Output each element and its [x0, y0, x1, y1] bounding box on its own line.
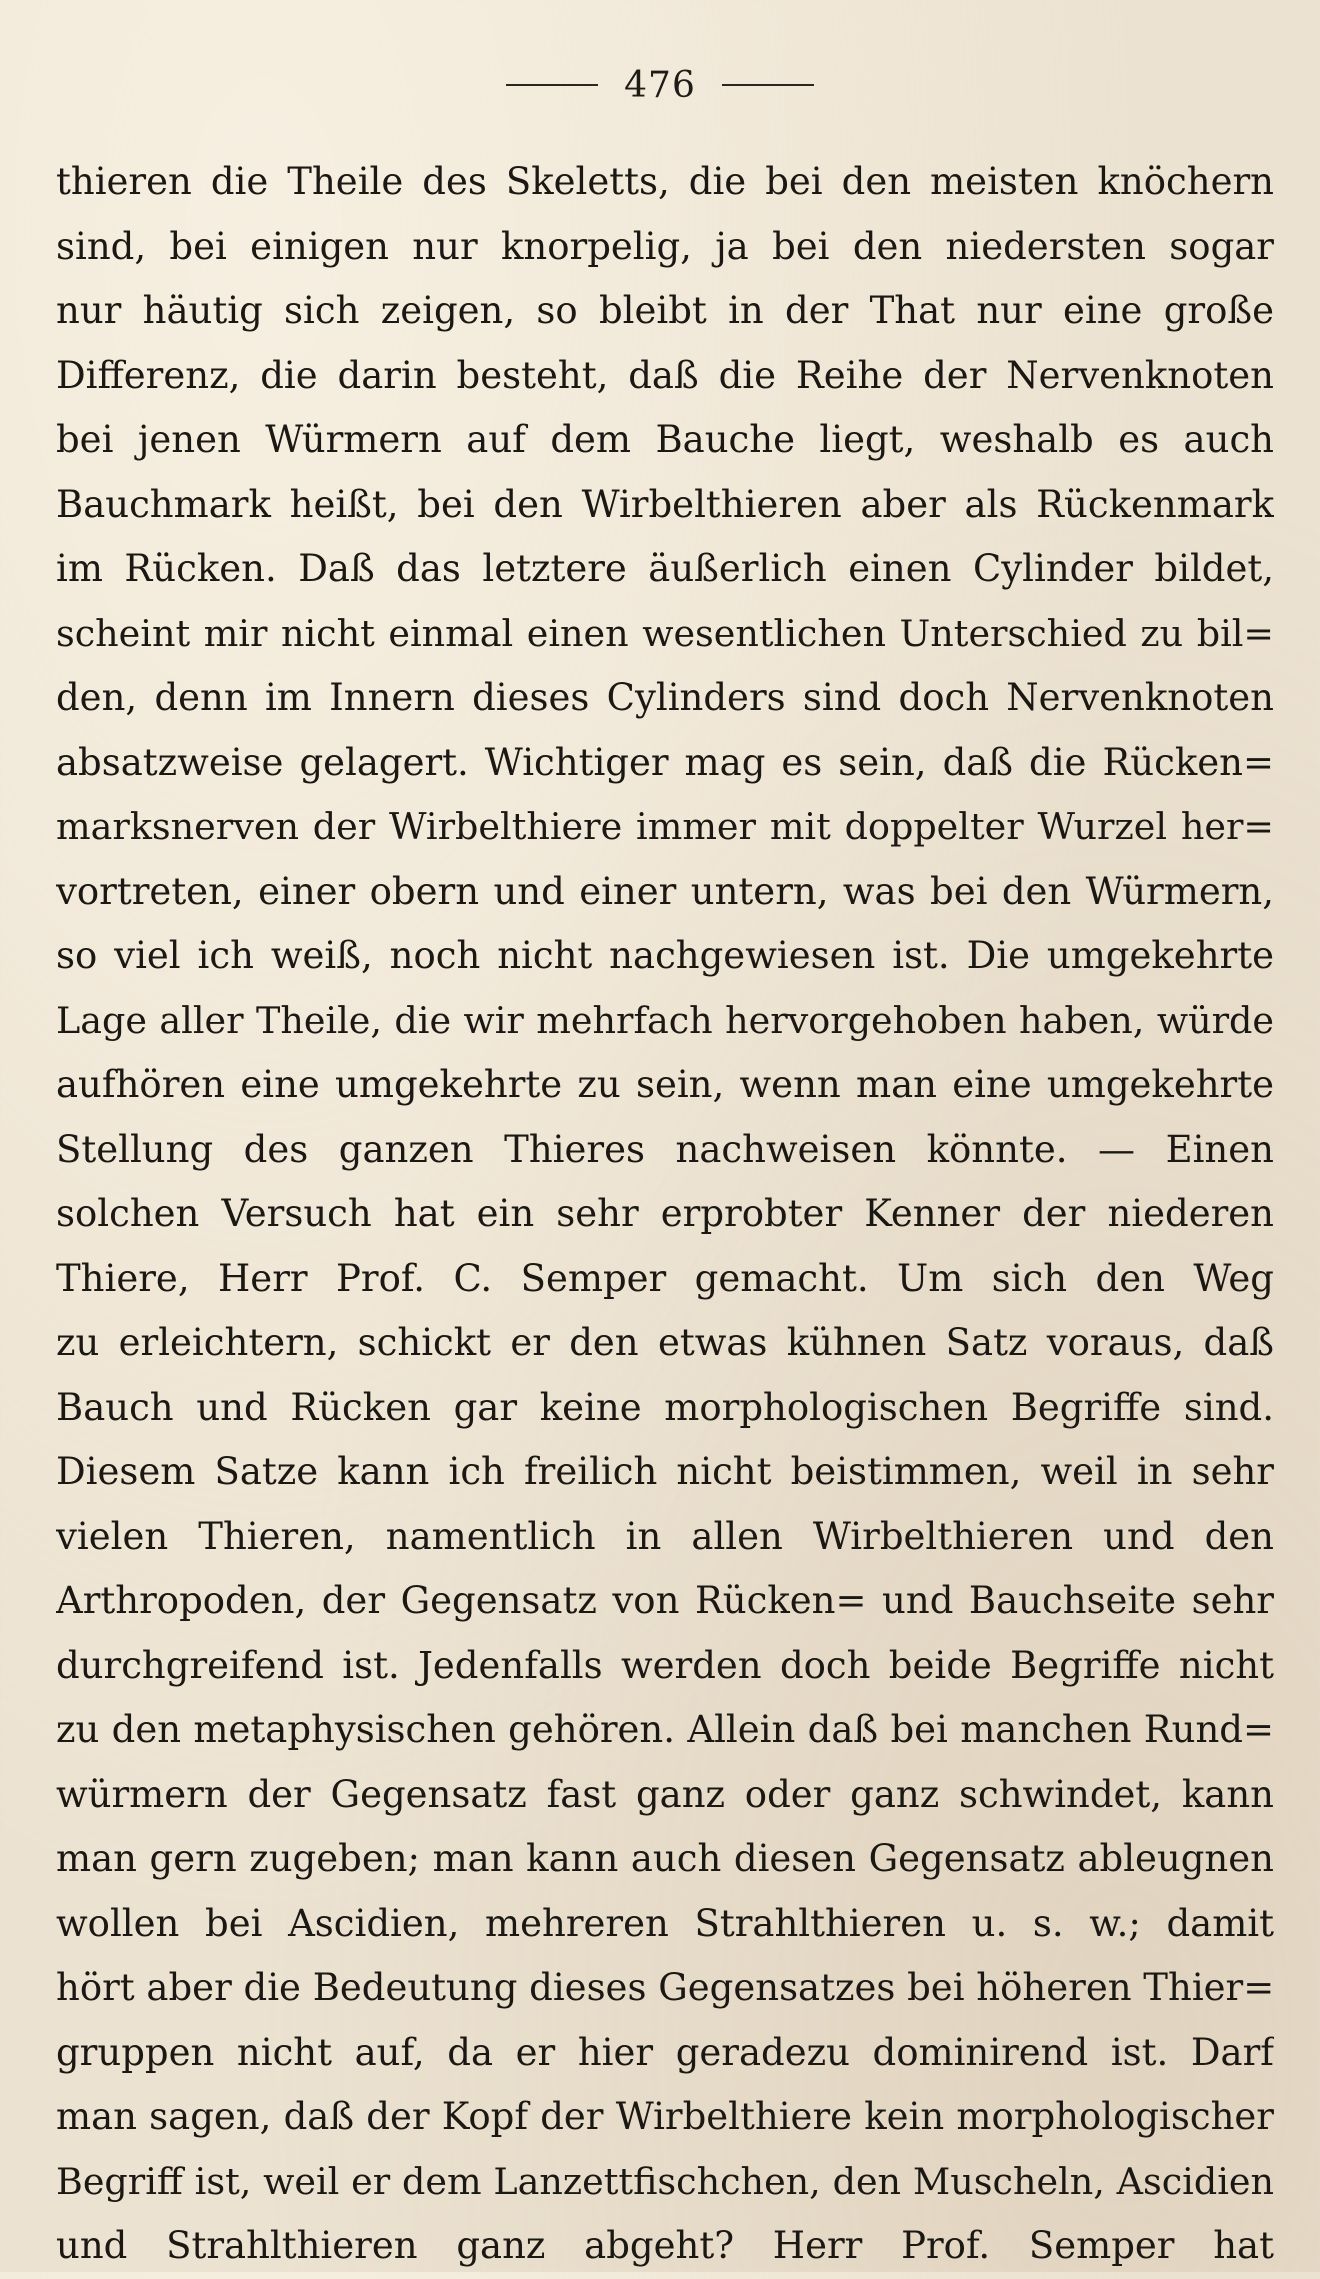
- text-line: zu den metaphysischen gehören. Allein daß bei manchen Rund=: [56, 1708, 1274, 1751]
- text-line: vortreten, einer obern und einer untern, was bei den Würmern,: [56, 869, 1274, 913]
- text-line: man sagen, daß der Kopf der Wirbelthiere kein morphologischer: [56, 2095, 1274, 2138]
- text-line: nur häutig sich zeigen, so bleibt in der That nur eine große: [56, 289, 1274, 332]
- text-line: vielen Thieren, namentlich in allen Wirbelthieren und den: [56, 1514, 1274, 1558]
- text-line: Diesem Satze kann ich freilich nicht beistimmen, weil in sehr: [56, 1450, 1274, 1493]
- text-line: scheint mir nicht einmal einen wesentlichen Unterschied zu bil=: [56, 611, 1274, 655]
- text-line: Arthropoden, der Gegensatz von Rücken= und Bauchseite sehr: [56, 1579, 1274, 1622]
- text-line: Stellung des ganzen Thieres nachweisen könnte. — Einen: [56, 1127, 1274, 1171]
- text-line: man gern zugeben; man kann auch diesen Gegensatz ableugnen: [56, 1837, 1274, 1880]
- text-line: den, denn im Innern dieses Cylinders sind doch Nervenknoten: [56, 676, 1274, 719]
- body-text: [56, 150, 1274, 2279]
- text-line: wollen bei Ascidien, mehreren Strahlthieren u. s. w.; damit: [56, 1901, 1274, 1945]
- text-line: zu erleichtern, schickt er den etwas kühnen Satz voraus, daß: [56, 1321, 1274, 1364]
- header-rule-right: [722, 84, 814, 86]
- text-line: marksnerven der Wirbelthiere immer mit doppelter Wurzel her=: [56, 805, 1274, 848]
- text-line: bei jenen Würmern auf dem Bauche liegt, weshalb es auch: [56, 418, 1274, 461]
- text-line: Lage aller Theile, die wir mehrfach hervorgehoben haben, würde: [56, 998, 1274, 1042]
- text-line: solchen Versuch hat ein sehr erprobter Kenner der niederen: [56, 1192, 1274, 1235]
- text-line: sind, bei einigen nur knorpelig, ja bei den niedersten sogar: [56, 224, 1274, 268]
- text-line: Differenz, die darin besteht, daß die Reihe der Nervenknoten: [56, 353, 1274, 397]
- text-line: im Rücken. Daß das letztere äußerlich einen Cylinder bildet,: [56, 547, 1274, 590]
- text-line: Bauchmark heißt, bei den Wirbelthieren aber als Rückenmark: [56, 482, 1274, 526]
- text-line: Bauch und Rücken gar keine morphologischen Begriffe sind.: [56, 1385, 1274, 1429]
- page-number: 476: [624, 64, 696, 106]
- text-line: Begriff ist, weil er dem Lanzettfischchen, den Muscheln, Ascidien: [56, 2159, 1274, 2203]
- text-line: so viel ich weiß, noch nicht nachgewiesen ist. Die umgekehrte: [56, 934, 1274, 977]
- text-line: aufhören eine umgekehrte zu sein, wenn man eine umgekehrte: [56, 1063, 1274, 1106]
- text-line: und Strahlthieren ganz abgeht? Herr Prof. Semper hat: [56, 2224, 1274, 2267]
- text-line: würmern der Gegensatz fast ganz oder ganz schwindet, kann: [56, 1772, 1274, 1816]
- text-line: absatzweise gelagert. Wichtiger mag es sein, daß die Rücken=: [56, 740, 1274, 784]
- text-line: thieren die Theile des Skeletts, die bei den meisten knöchern: [56, 160, 1274, 203]
- header-rule-left: [506, 84, 598, 86]
- text-line: hört aber die Bedeutung dieses Gegensatzes bei höheren Thier=: [56, 1966, 1274, 2009]
- text-line: durchgreifend ist. Jedenfalls werden doch beide Begriffe nicht: [56, 1643, 1274, 1687]
- text-line: gruppen nicht auf, da er hier geradezu dominirend ist. Darf: [56, 2030, 1274, 2074]
- page-header: [0, 60, 1320, 110]
- text-line: Thiere, Herr Prof. C. Semper gemacht. Um sich den Weg: [56, 1256, 1274, 1300]
